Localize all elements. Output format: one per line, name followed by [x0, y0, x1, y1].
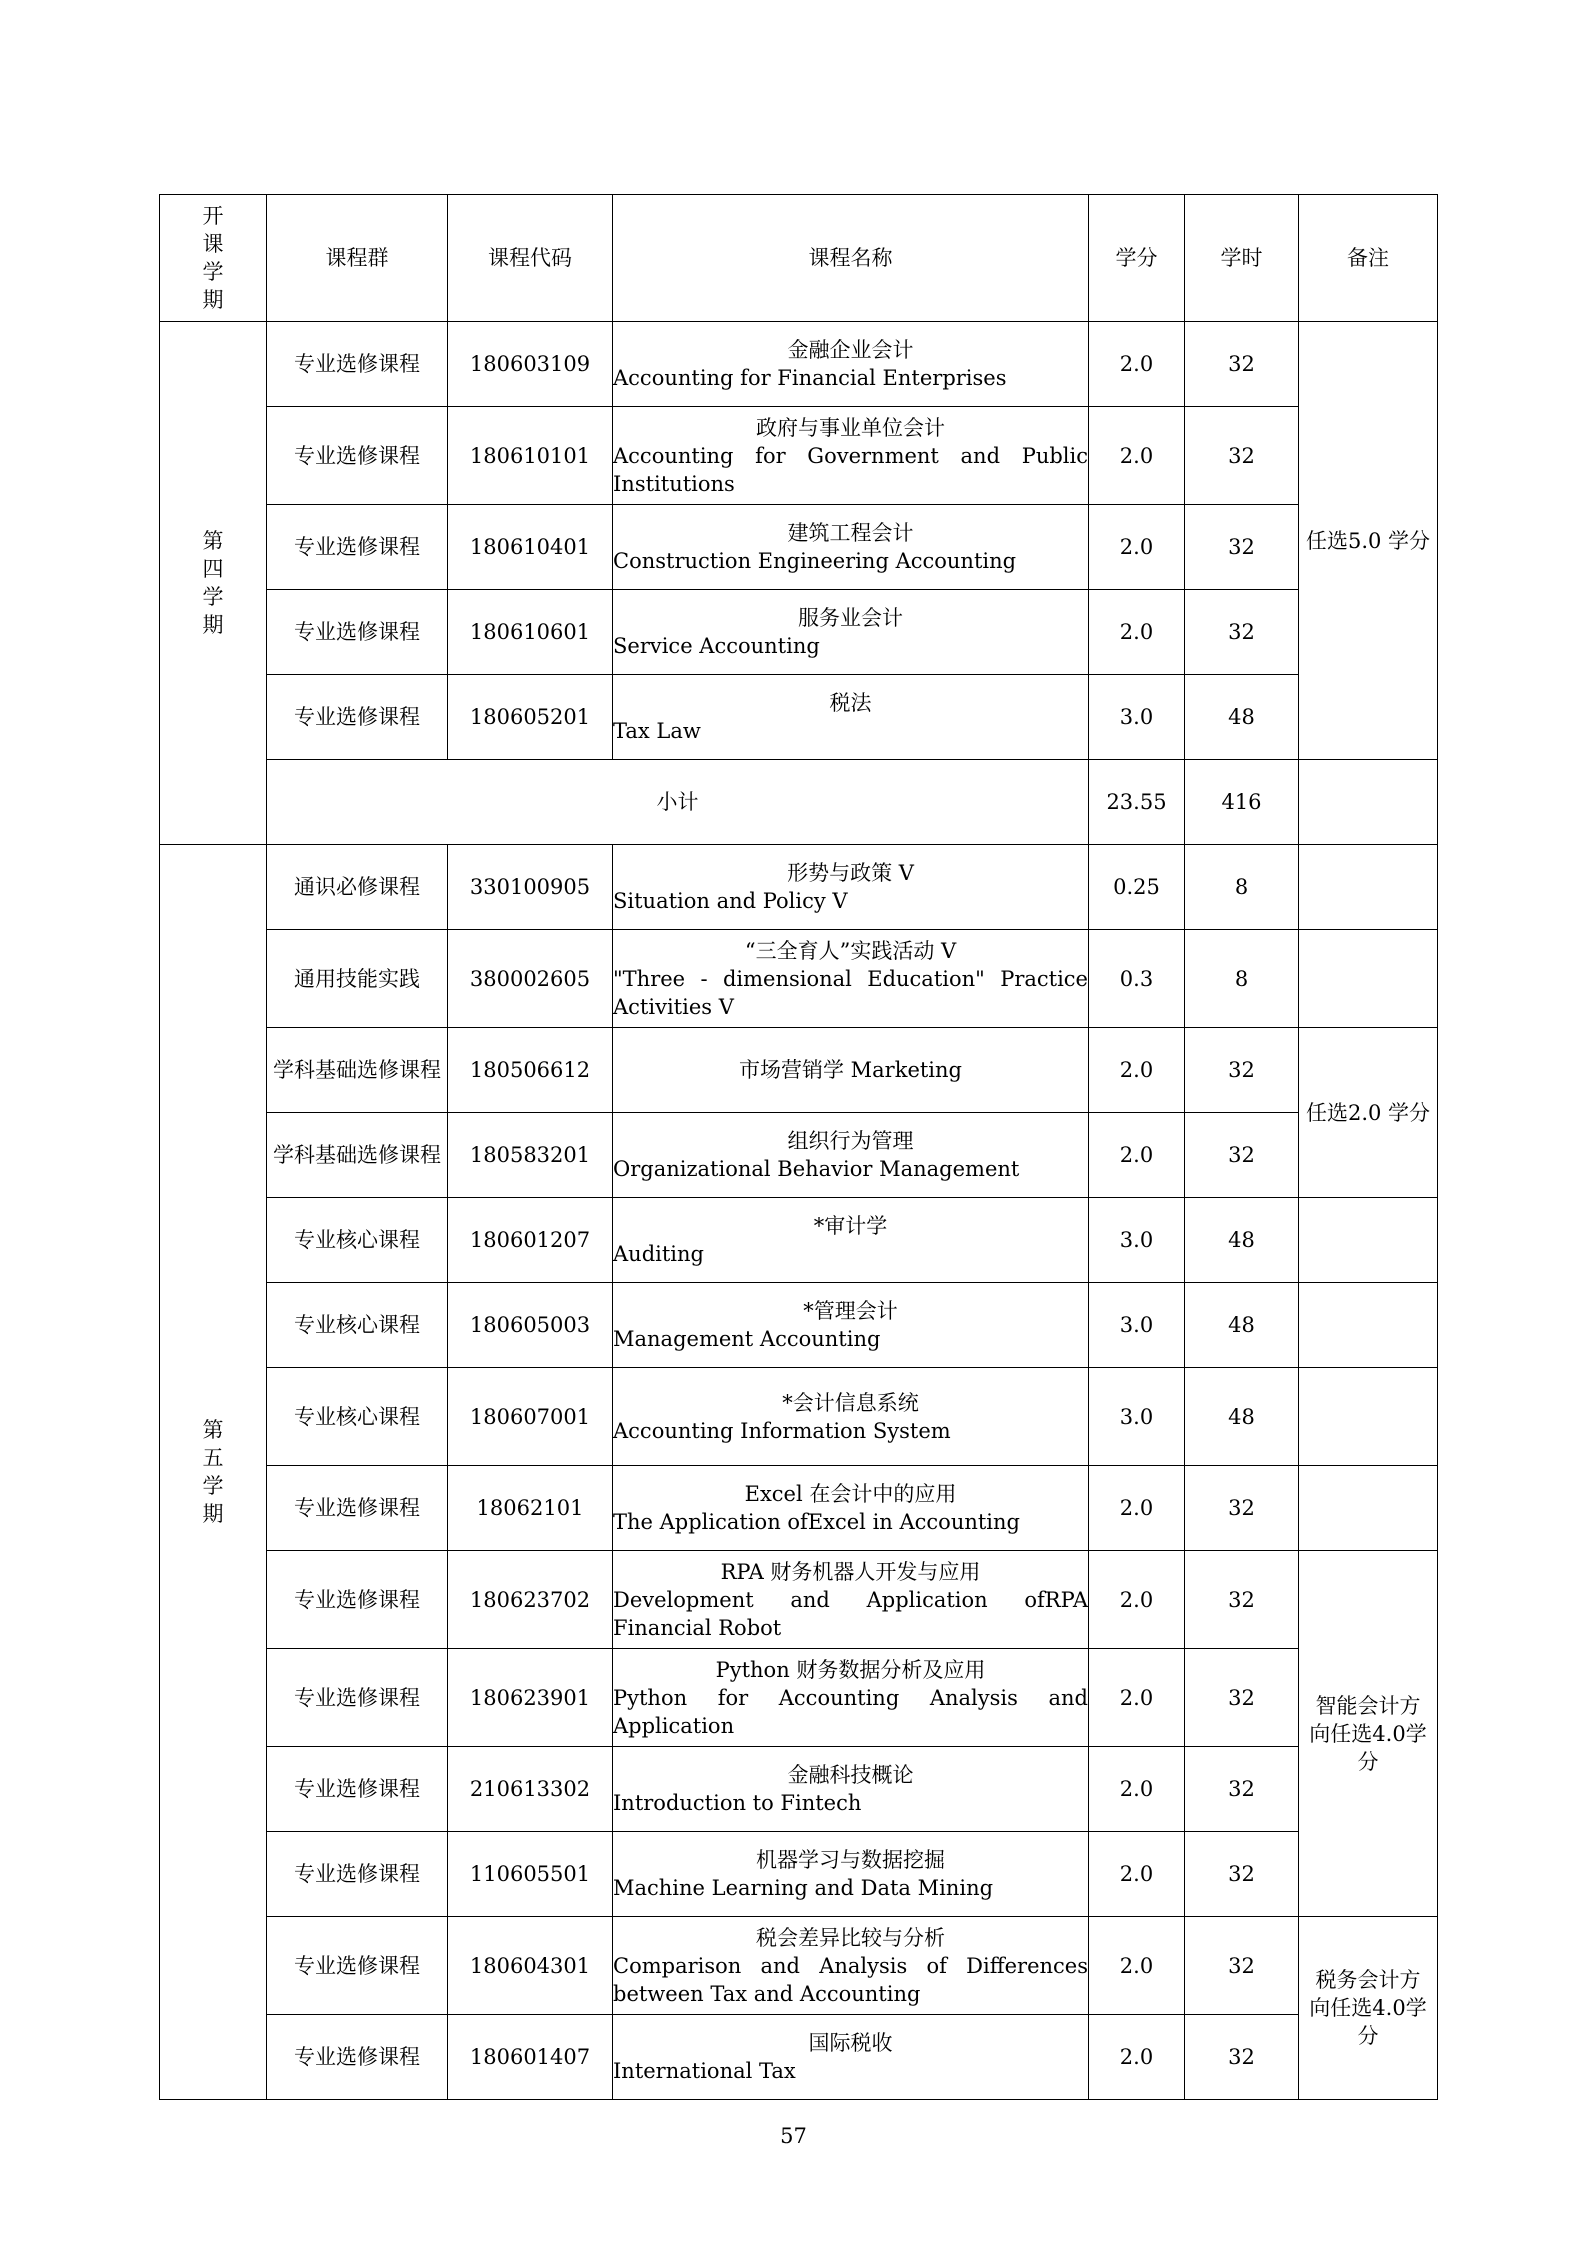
course-code: 180601407 — [448, 2015, 613, 2100]
course-name-en: Auditing — [613, 1242, 704, 1266]
course-credits: 2.0 — [1089, 322, 1185, 407]
course-note — [1299, 1466, 1438, 1551]
table-row — [160, 1028, 1438, 1113]
course-code: 180583201 — [448, 1113, 613, 1198]
course-name — [613, 1028, 1089, 1113]
course-group: 专业核心课程 — [267, 1368, 448, 1466]
course-name-zh: 建筑工程会计 — [787, 521, 914, 545]
course-name — [613, 1832, 1089, 1917]
course-name-en: Accounting for Government and Public Institutions — [613, 443, 1088, 496]
table-row — [160, 1113, 1438, 1198]
note-smart-accounting-text: 智能会计方向任选4.0学分 — [1309, 1693, 1427, 1774]
note-basic-elective: 任选2.0 学分 — [1299, 1028, 1438, 1198]
course-name-en: Comparison and Analysis of Differences between Tax and Accounting — [613, 1953, 1088, 2006]
course-name-en: The Application ofExcel in Accounting — [613, 1510, 1020, 1534]
course-credits: 3.0 — [1089, 675, 1185, 760]
course-hours: 8 — [1185, 930, 1299, 1028]
course-credits: 3.0 — [1089, 1368, 1185, 1466]
course-name-en: Accounting for Financial Enterprises — [613, 366, 1007, 390]
course-code: 380002605 — [448, 930, 613, 1028]
table-row — [160, 1917, 1438, 2015]
subtotal-hours: 416 — [1185, 760, 1299, 845]
note-sem4-elective: 任选5.0 学分 — [1299, 322, 1438, 760]
table-row — [160, 675, 1438, 760]
course-group: 学科基础选修课程 — [267, 1028, 448, 1113]
course-hours: 48 — [1185, 675, 1299, 760]
page-number: 57 — [780, 2124, 807, 2148]
course-name — [613, 590, 1089, 675]
course-name-en: Python for Accounting Analysis and Application — [613, 1685, 1088, 1738]
course-group: 通用技能实践 — [267, 930, 448, 1028]
semester-5-label: 第 五 学 期 — [160, 845, 267, 2100]
header-name: 课程名称 — [613, 195, 1089, 322]
course-name — [613, 1113, 1089, 1198]
subtotal-row — [160, 760, 1438, 845]
course-credits: 0.25 — [1089, 845, 1185, 930]
course-note — [1299, 930, 1438, 1028]
course-credits: 3.0 — [1089, 1283, 1185, 1368]
course-group: 专业选修课程 — [267, 1551, 448, 1649]
course-group: 专业选修课程 — [267, 322, 448, 407]
course-hours: 48 — [1185, 1283, 1299, 1368]
table-row — [160, 845, 1438, 930]
course-name — [613, 1198, 1089, 1283]
course-group: 专业选修课程 — [267, 1917, 448, 2015]
table-row — [160, 1198, 1438, 1283]
table-row — [160, 2015, 1438, 2100]
course-group: 专业核心课程 — [267, 1198, 448, 1283]
course-name-zh: 金融企业会计 — [787, 338, 914, 362]
course-name-zh: *管理会计 — [803, 1299, 898, 1323]
course-group: 通识必修课程 — [267, 845, 448, 930]
course-code: 180605201 — [448, 675, 613, 760]
course-name-zh: 国际税收 — [808, 2031, 893, 2055]
course-name-zh: 形势与政策 V — [787, 861, 914, 885]
table-row — [160, 930, 1438, 1028]
course-group: 专业选修课程 — [267, 2015, 448, 2100]
course-name — [613, 2015, 1089, 2100]
course-credits: 2.0 — [1089, 1113, 1185, 1198]
subtotal-note — [1299, 760, 1438, 845]
course-hours: 32 — [1185, 1832, 1299, 1917]
course-name-en: Tax Law — [613, 719, 701, 743]
course-code: 180603109 — [448, 322, 613, 407]
course-name-en: Situation and Policy V — [613, 889, 848, 913]
course-name — [613, 1747, 1089, 1832]
note-tax-accounting — [1299, 1917, 1438, 2100]
semester-4-label: 第 四 学 期 — [160, 322, 267, 845]
course-group: 专业核心课程 — [267, 1283, 448, 1368]
course-name-zh: 服务业会计 — [798, 606, 903, 630]
course-table — [159, 194, 1438, 2100]
course-group: 专业选修课程 — [267, 590, 448, 675]
course-hours: 32 — [1185, 1028, 1299, 1113]
course-hours: 32 — [1185, 1747, 1299, 1832]
course-name — [613, 1283, 1089, 1368]
table-row — [160, 1466, 1438, 1551]
course-name — [613, 1649, 1089, 1747]
course-name-zh: 组织行为管理 — [787, 1129, 914, 1153]
course-name — [613, 845, 1089, 930]
course-name-zh: Python 财务数据分析及应用 — [715, 1657, 986, 1682]
table-row — [160, 407, 1438, 505]
header-semester: 开 课 学 期 — [160, 195, 267, 322]
table-row — [160, 590, 1438, 675]
course-credits: 2.0 — [1089, 1649, 1185, 1747]
course-hours: 32 — [1185, 2015, 1299, 2100]
header-note: 备注 — [1299, 195, 1438, 322]
course-name-en: Management Accounting — [613, 1327, 881, 1351]
course-credits: 2.0 — [1089, 505, 1185, 590]
course-code: 18062101 — [448, 1466, 613, 1551]
header-group: 课程群 — [267, 195, 448, 322]
course-credits: 2.0 — [1089, 407, 1185, 505]
note-tax-accounting-text: 税务会计方向任选4.0学分 — [1309, 1968, 1427, 2048]
course-name-en: Development and Application ofRPA Financial Robot — [613, 1587, 1088, 1640]
course-group: 专业选修课程 — [267, 1466, 448, 1551]
course-hours: 32 — [1185, 590, 1299, 675]
course-name-zh: 市场营销学 Marketing — [738, 1058, 962, 1082]
course-name — [613, 505, 1089, 590]
subtotal-credits: 23.55 — [1089, 760, 1185, 845]
course-hours: 32 — [1185, 322, 1299, 407]
course-name-zh: “三全育人”实践活动 V — [744, 938, 957, 963]
course-hours: 32 — [1185, 407, 1299, 505]
course-hours: 32 — [1185, 1649, 1299, 1747]
course-code: 180610101 — [448, 407, 613, 505]
course-credits: 2.0 — [1089, 1832, 1185, 1917]
course-hours: 48 — [1185, 1368, 1299, 1466]
course-credits: 0.3 — [1089, 930, 1185, 1028]
course-name-en: Introduction to Fintech — [613, 1791, 862, 1815]
course-code: 180506612 — [448, 1028, 613, 1113]
course-name — [613, 1368, 1089, 1466]
course-hours: 32 — [1185, 1917, 1299, 2015]
course-code: 210613302 — [448, 1747, 613, 1832]
course-credits: 2.0 — [1089, 2015, 1185, 2100]
course-credits: 2.0 — [1089, 1028, 1185, 1113]
header-code: 课程代码 — [448, 195, 613, 322]
subtotal-label: 小计 — [267, 760, 1089, 845]
course-name-zh: 税会差异比较与分析 — [756, 1925, 945, 1950]
table-row — [160, 1832, 1438, 1917]
course-note — [1299, 1198, 1438, 1283]
table-row — [160, 322, 1438, 407]
course-name-en: Service Accounting — [613, 634, 820, 658]
course-code: 180604301 — [448, 1917, 613, 2015]
table-row — [160, 1368, 1438, 1466]
header-credits: 学分 — [1089, 195, 1185, 322]
course-name-zh: 税法 — [829, 691, 872, 715]
course-name-en: Accounting Information System — [613, 1418, 951, 1443]
course-name-en: Construction Engineering Accounting — [613, 549, 1017, 573]
table-row — [160, 1747, 1438, 1832]
course-name — [613, 1917, 1089, 2015]
course-code: 110605501 — [448, 1832, 613, 1917]
course-code: 180601207 — [448, 1198, 613, 1283]
course-code: 180610401 — [448, 505, 613, 590]
note-smart-accounting — [1299, 1551, 1438, 1917]
course-name-zh: Excel 在会计中的应用 — [744, 1482, 957, 1506]
course-hours: 32 — [1185, 505, 1299, 590]
course-group: 学科基础选修课程 — [267, 1113, 448, 1198]
course-name-zh: *审计学 — [813, 1214, 888, 1238]
course-hours: 32 — [1185, 1466, 1299, 1551]
course-code: 330100905 — [448, 845, 613, 930]
course-group: 专业选修课程 — [267, 505, 448, 590]
course-name-en: International Tax — [613, 2059, 796, 2083]
course-group: 专业选修课程 — [267, 1832, 448, 1917]
course-name — [613, 322, 1089, 407]
course-hours: 48 — [1185, 1198, 1299, 1283]
course-credits: 2.0 — [1089, 1551, 1185, 1649]
course-hours: 32 — [1185, 1551, 1299, 1649]
course-credits: 3.0 — [1089, 1198, 1185, 1283]
course-name-en: "Three - dimensional Education" Practice Activities V — [613, 966, 1088, 1019]
course-code: 180605003 — [448, 1283, 613, 1368]
course-group: 专业选修课程 — [267, 407, 448, 505]
course-name — [613, 1551, 1089, 1649]
course-group: 专业选修课程 — [267, 1747, 448, 1832]
course-hours: 32 — [1185, 1113, 1299, 1198]
course-credits: 2.0 — [1089, 1466, 1185, 1551]
course-note — [1299, 845, 1438, 930]
header-hours: 学时 — [1185, 195, 1299, 322]
course-name — [613, 1466, 1089, 1551]
course-name-zh: 金融科技概论 — [787, 1763, 914, 1787]
course-code: 180607001 — [448, 1368, 613, 1466]
table-row — [160, 1551, 1438, 1649]
table-row — [160, 1649, 1438, 1747]
course-name-en: Machine Learning and Data Mining — [613, 1876, 994, 1900]
course-hours: 8 — [1185, 845, 1299, 930]
course-name-en: Organizational Behavior Management — [613, 1157, 1020, 1181]
course-credits: 2.0 — [1089, 1747, 1185, 1832]
course-group: 专业选修课程 — [267, 675, 448, 760]
course-name-zh: RPA 财务机器人开发与应用 — [720, 1559, 981, 1584]
course-name-zh: 政府与事业单位会计 — [756, 415, 945, 440]
table-row — [160, 505, 1438, 590]
course-credits: 2.0 — [1089, 590, 1185, 675]
header-row — [160, 195, 1438, 322]
course-credits: 2.0 — [1089, 1917, 1185, 2015]
course-name — [613, 930, 1089, 1028]
course-name — [613, 407, 1089, 505]
course-code: 180610601 — [448, 590, 613, 675]
course-code: 180623901 — [448, 1649, 613, 1747]
table-row — [160, 1283, 1438, 1368]
course-name-zh: *会计信息系统 — [782, 1390, 919, 1415]
course-name — [613, 675, 1089, 760]
course-code: 180623702 — [448, 1551, 613, 1649]
course-group: 专业选修课程 — [267, 1649, 448, 1747]
course-name-zh: 机器学习与数据挖掘 — [756, 1848, 945, 1872]
course-note — [1299, 1283, 1438, 1368]
course-note — [1299, 1368, 1438, 1466]
